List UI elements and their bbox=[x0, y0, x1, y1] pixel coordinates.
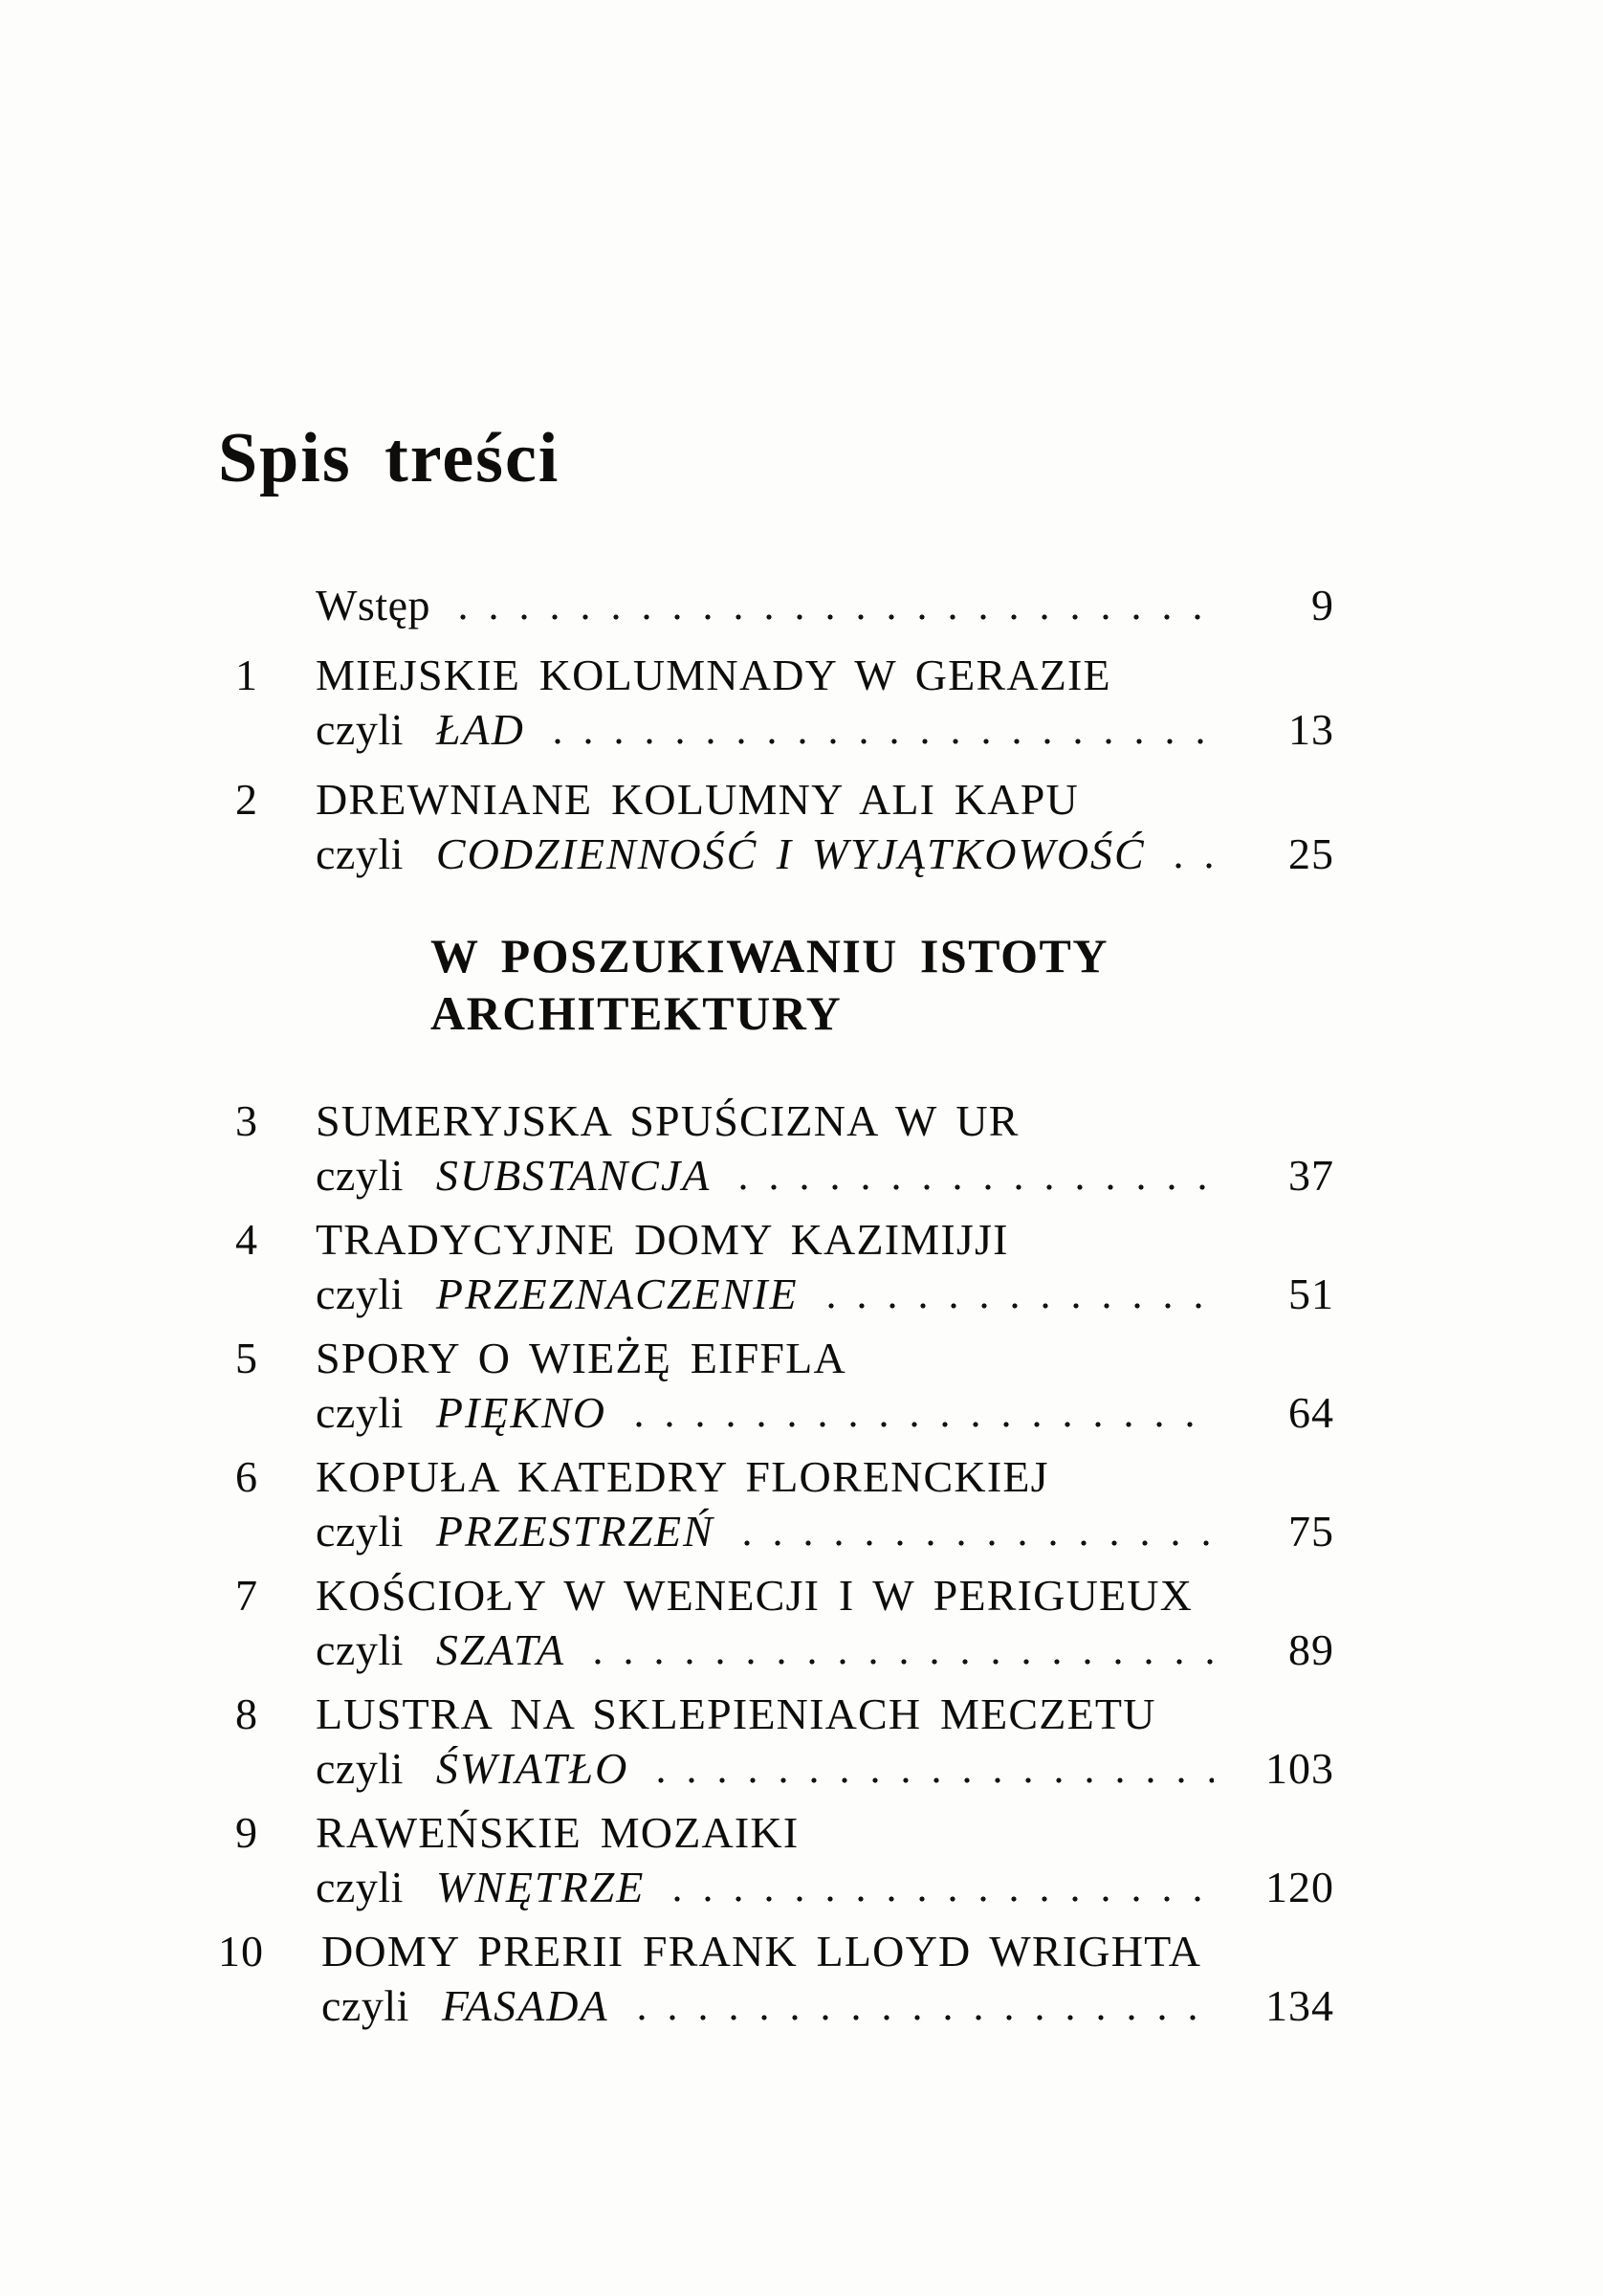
chapter-title: DREWNIANE KOLUMNY ALI KAPU bbox=[316, 775, 1079, 824]
dot-leader bbox=[594, 1658, 1214, 1666]
toc-row bbox=[218, 1212, 1334, 1321]
dot-leader bbox=[739, 1183, 1214, 1191]
page-number: 25 bbox=[1288, 829, 1334, 878]
toc-row bbox=[218, 772, 1334, 881]
toc-row bbox=[218, 648, 1334, 757]
chapter-number: 6 bbox=[235, 1452, 258, 1501]
chapter-subtitle: ŚWIATŁO bbox=[435, 1744, 629, 1793]
toc-row bbox=[218, 1449, 1334, 1558]
connector-word: czyli bbox=[316, 1744, 404, 1793]
connector-word: czyli bbox=[316, 1863, 404, 1911]
chapter-subtitle: ŁAD bbox=[435, 705, 525, 754]
chapter-title: SUMERYJSKA SPUŚCIZNA W UR bbox=[316, 1096, 1020, 1145]
connector-word: czyli bbox=[316, 705, 404, 754]
chapter-title: LUSTRA NA SKLEPIENIACH MECZETU bbox=[316, 1689, 1156, 1738]
page-number: 37 bbox=[1288, 1151, 1334, 1200]
chapter-subtitle: PRZESTRZEŃ bbox=[435, 1507, 714, 1556]
chapter-title: SPORY O WIEŻĘ EIFFLA bbox=[316, 1334, 846, 1382]
chapter-subtitle: SUBSTANCJA bbox=[435, 1151, 712, 1200]
dot-leader bbox=[657, 1777, 1214, 1784]
page-number: 75 bbox=[1288, 1507, 1334, 1556]
connector-word: czyli bbox=[316, 1625, 404, 1674]
toc-row bbox=[218, 1568, 1334, 1677]
page-number: 103 bbox=[1265, 1744, 1334, 1793]
toc-row bbox=[218, 1924, 1334, 2033]
connector-word: czyli bbox=[316, 1269, 404, 1318]
section-heading-line1: W POSZUKIWANIU ISTOTY bbox=[430, 929, 1109, 982]
chapter-title: TRADYCYJNE DOMY KAZIMIJJI bbox=[316, 1215, 1009, 1264]
page-number: 51 bbox=[1288, 1269, 1334, 1318]
chapter-title: MIEJSKIE KOLUMNADY W GERAZIE bbox=[316, 651, 1111, 699]
connector-word: czyli bbox=[316, 1388, 404, 1437]
dot-leader bbox=[743, 1539, 1214, 1547]
dot-leader bbox=[554, 738, 1214, 745]
connector-word: czyli bbox=[321, 1981, 409, 2030]
chapter-subtitle: PIĘKNO bbox=[435, 1388, 607, 1437]
chapter-subtitle: WNĘTRZE bbox=[435, 1863, 646, 1911]
chapter-number: 2 bbox=[235, 775, 258, 824]
frontmatter-label: Wstęp bbox=[316, 581, 431, 629]
connector-word: czyli bbox=[316, 829, 404, 878]
chapter-number: 4 bbox=[235, 1215, 258, 1264]
toc-row bbox=[218, 1687, 1334, 1796]
chapter-number: 8 bbox=[235, 1689, 258, 1738]
page-number: 13 bbox=[1288, 705, 1334, 754]
dot-leader bbox=[638, 2014, 1214, 2021]
chapter-subtitle: FASADA bbox=[441, 1981, 609, 2030]
chapter-title: KOPUŁA KATEDRY FLORENCKIEJ bbox=[316, 1452, 1049, 1501]
dot-leader bbox=[635, 1421, 1214, 1428]
chapter-number: 10 bbox=[218, 1927, 264, 1976]
chapter-number: 3 bbox=[235, 1096, 258, 1145]
chapter-title: RAWEŃSKIE MOZAIKI bbox=[316, 1808, 800, 1857]
section-heading-line2: ARCHITEKTURY bbox=[430, 986, 843, 1040]
connector-word: czyli bbox=[316, 1151, 404, 1200]
toc-row bbox=[218, 1093, 1334, 1203]
chapter-subtitle: SZATA bbox=[435, 1625, 566, 1674]
chapter-number: 9 bbox=[235, 1808, 258, 1857]
page-number: 134 bbox=[1265, 1981, 1334, 2030]
page-number: 9 bbox=[1311, 581, 1334, 629]
dot-leader bbox=[1175, 862, 1214, 870]
page-number: 120 bbox=[1265, 1863, 1334, 1911]
chapter-title: KOŚCIOŁY W WENECJI I W PERIGUEUX bbox=[316, 1571, 1194, 1620]
chapter-number: 5 bbox=[235, 1334, 258, 1382]
page-number: 64 bbox=[1288, 1388, 1334, 1437]
chapter-subtitle: CODZIENNOŚĆ I WYJĄTKOWOŚĆ bbox=[435, 829, 1146, 878]
dot-leader bbox=[827, 1302, 1214, 1310]
dot-leader bbox=[459, 613, 1214, 621]
chapter-number: 7 bbox=[235, 1571, 258, 1620]
page-title: Spis treści bbox=[218, 419, 560, 497]
toc-row bbox=[218, 1805, 1334, 1914]
page-number: 89 bbox=[1288, 1625, 1334, 1674]
table-of-contents bbox=[218, 578, 1334, 2033]
chapter-subtitle: PRZEZNACZENIE bbox=[435, 1269, 799, 1318]
chapter-number: 1 bbox=[235, 651, 258, 699]
chapter-title: DOMY PRERII FRANK LLOYD WRIGHTA bbox=[321, 1927, 1202, 1976]
connector-word: czyli bbox=[316, 1507, 404, 1556]
toc-row-frontmatter bbox=[218, 578, 1334, 632]
section-heading bbox=[218, 927, 1334, 1042]
toc-row bbox=[218, 1331, 1334, 1440]
dot-leader bbox=[673, 1895, 1214, 1903]
